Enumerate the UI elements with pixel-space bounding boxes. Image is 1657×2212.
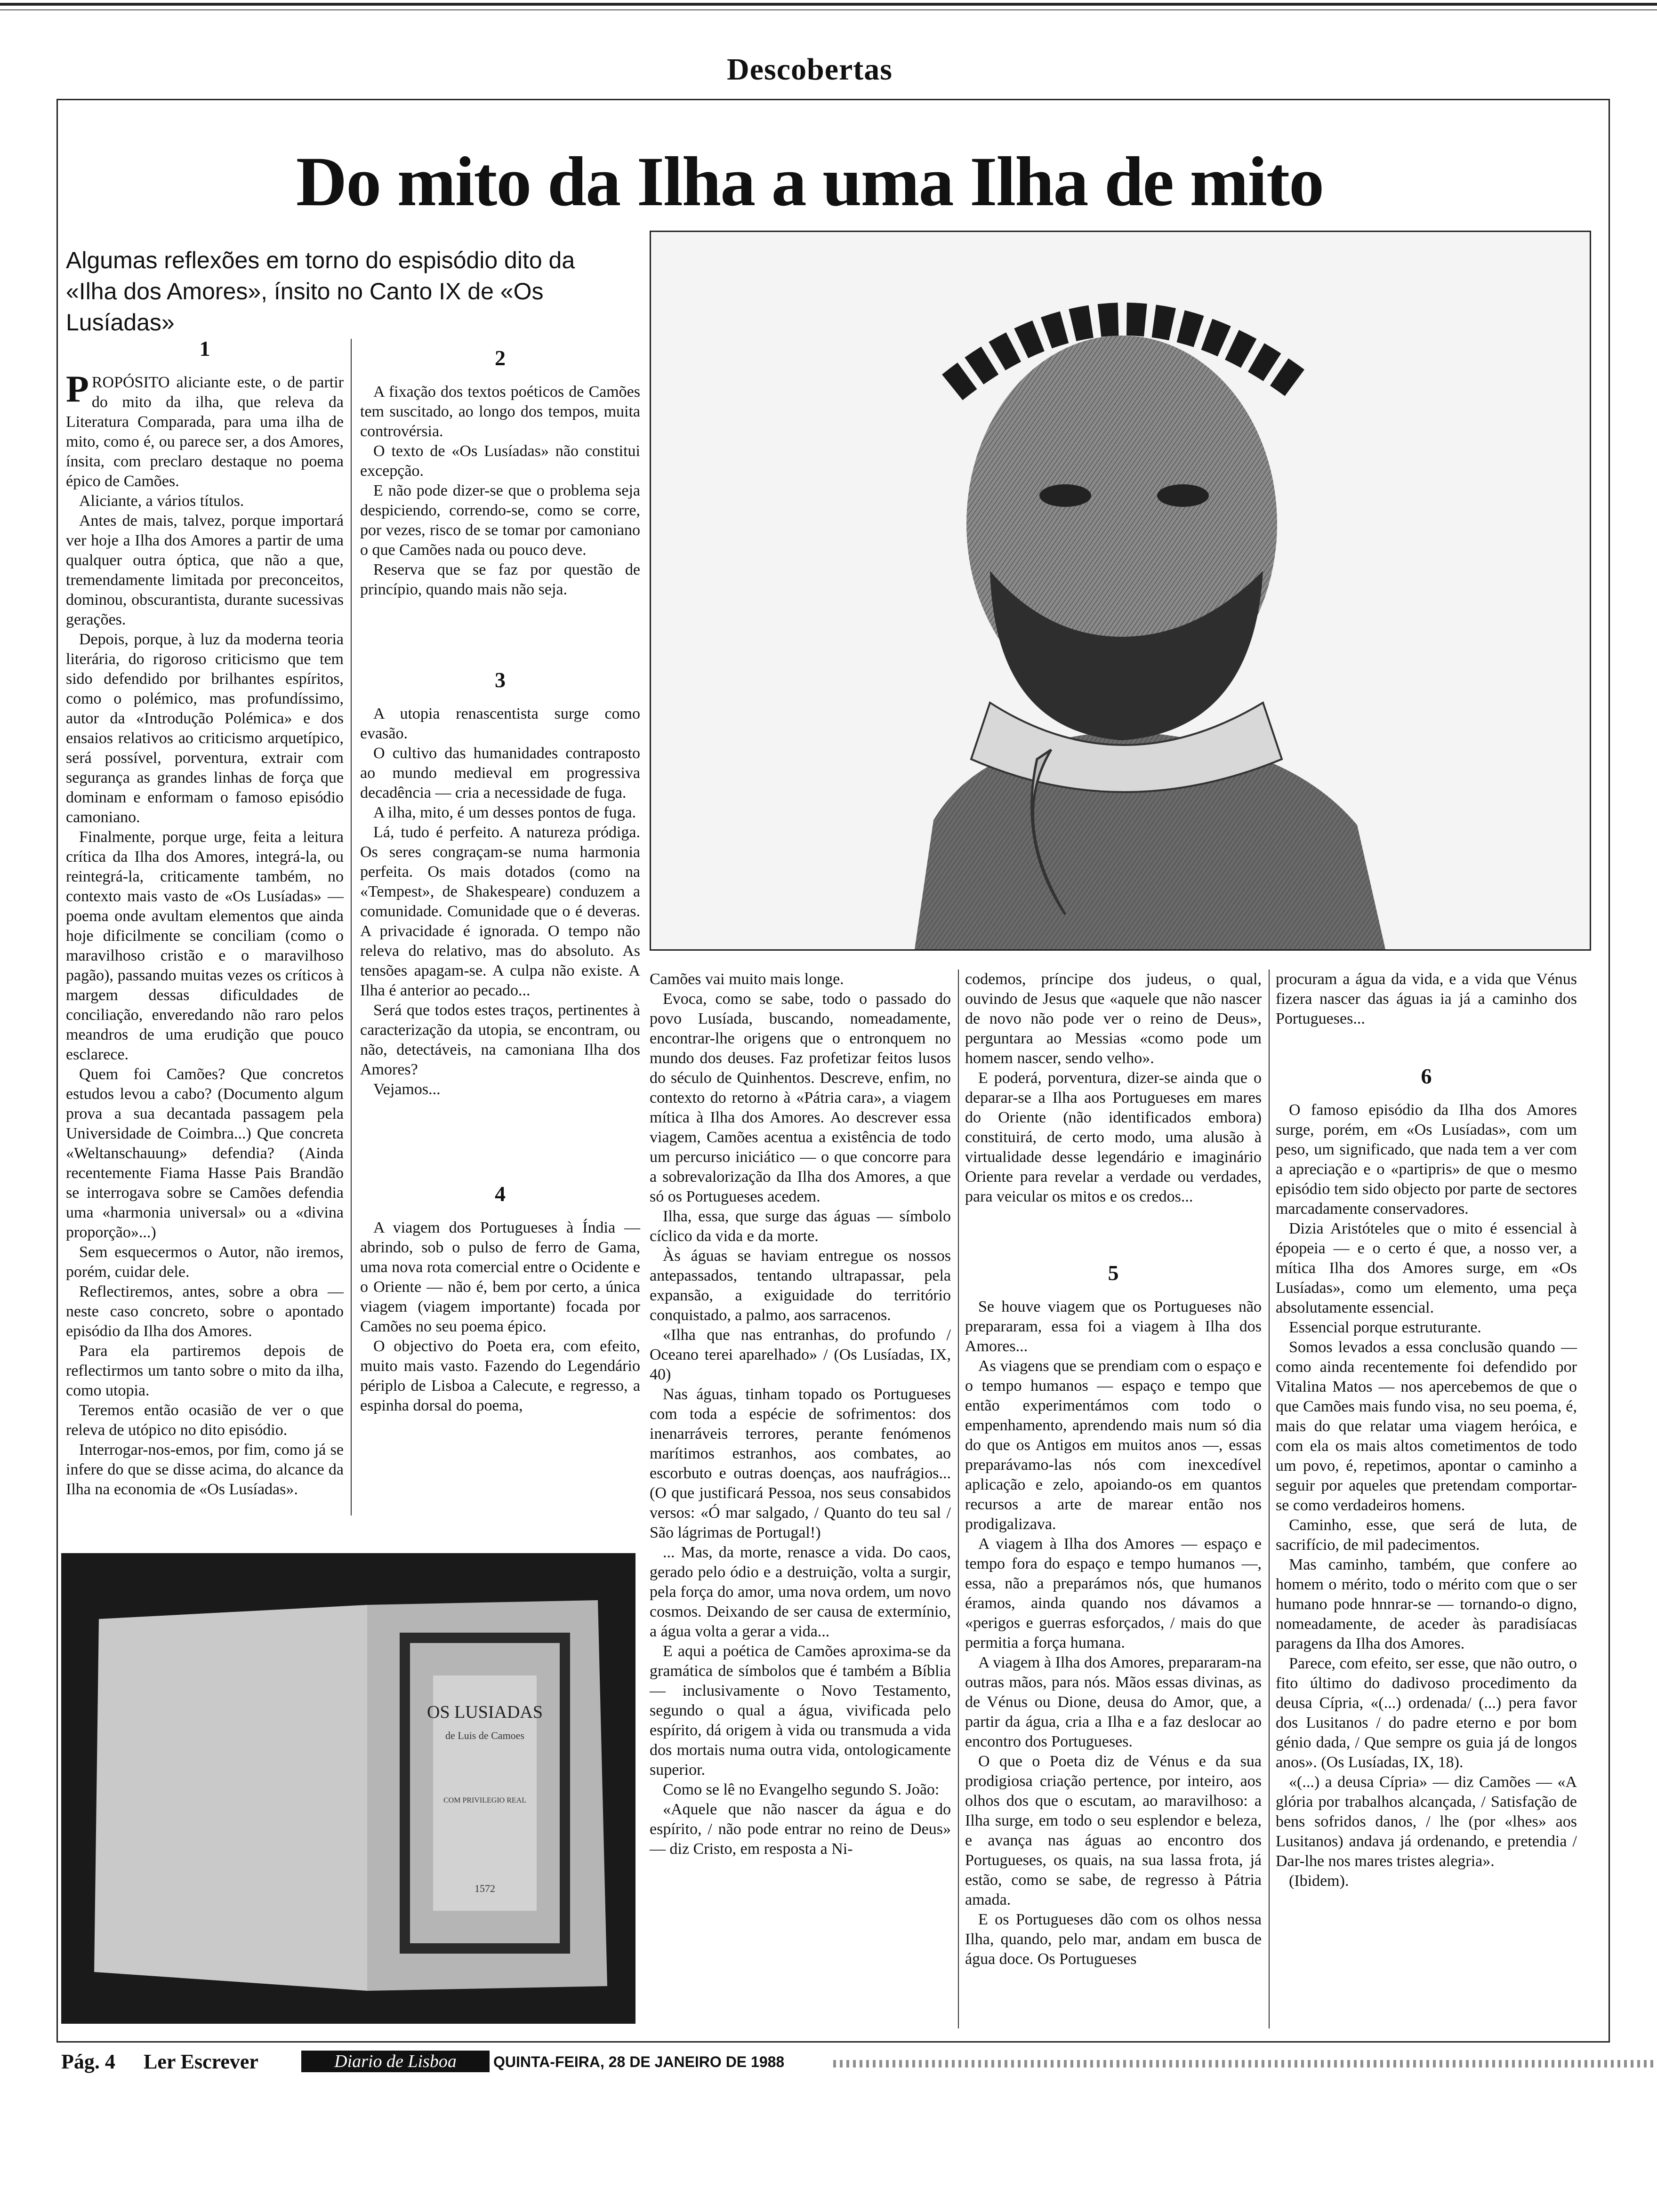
paragraph: As viagens que se prendiam com o espaço e o tempo humanos — espaço e tempo que então experimentámos com todo o empenhamento, aprendendo mais num só dia do que os Antigos em muitos anos —, essas preparávamo-las nós com inexcedível aplicação e zelo, apoiando-os em quantos recursos a arte de marear então nos prodigalizava.: [965, 1357, 1262, 1533]
paragraph: Interrogar-nos-emos, por fim, como já se infere do que se disse acima, do alcance da Ilha na economia de «Os Lusíadas».: [66, 1441, 344, 1498]
book-year: 1572: [475, 1883, 495, 1894]
paragraph: ... Mas, da morte, renasce a vida. Do caos, gerado pelo ódio e a destruição, volta a surgir, pela força do amor, uma nova ordem, um novo cosmos. Deixando de ser causa de extermínio, a água volta a gerar a vida...: [650, 1544, 951, 1640]
paragraph: Se houve viagem que os Portugueses não prepararam, essa foi a viagem à Ilha dos Amores...: [965, 1298, 1262, 1355]
paragraph: Camões vai muito mais longe.: [650, 970, 844, 988]
paragraph: Aliciante, a vários títulos.: [79, 492, 244, 510]
column-4: [965, 970, 1262, 1969]
paragraph: O que o Poeta diz de Vénus e da sua prodigiosa criação pertence, por inteiro, aos olhos dos que o escutam, ao maravilhoso: a Ilha surge, em todo o seu esplendor e beleza, e avança nas águas ao encontro dos Portugueses, os quais, na sua lassa frota, já estão, como se sabe, de regresso à Pátria amada.: [965, 1753, 1262, 1908]
paragraph: Nas águas, tinham topado os Portugueses com toda a espécie de sofrimentos: dos inenarráveis terrores, perante fenómenos marítimos estranhos, aos combates, ao escorbuto e outras doenças, aos naufrágios... (O que justificará Pessoa, nos seus consabidos versos: «Ó mar salgado, / Quanto do teu sal / São lágrimas de Portugal!): [650, 1386, 951, 1541]
paragraph: O objectivo do Poeta era, com efeito, muito mais vasto. Fazendo do Legendário périplo de Lisboa a Calecute, e regresso, a espinha dorsal do poema,: [360, 1338, 640, 1414]
paragraph: Essencial porque estruturante.: [1289, 1319, 1481, 1336]
paragraph: E aqui a poética de Camões aproxima-se da gramática de símbolos que é também a Bíblia — inclusivamente o Novo Testamento, segundo o qual a água, vivificada pelo espírito, dá origem à vida ou transmuda a vida dos mortais numa outra vida, ontologicamente superior.: [650, 1643, 951, 1779]
drop-cap: P: [66, 369, 89, 410]
column-rule: [958, 970, 959, 2028]
paragraph: procuram a água da vida, e a vida que Vénus fizera nascer das águas ia já a caminho dos Portugueses...: [1276, 970, 1577, 1027]
paragraph: E os Portugueses dão com os olhos nessa Ilha, quando, pelo mar, andam em busca de água doce. Os Portugueses: [965, 1911, 1262, 1968]
paragraph: «Ilha que nas entranhas, do profundo / Oceano terei aparelhado» / (Os Lusíadas, IX, 40): [650, 1326, 951, 1383]
section-number-2: 2: [495, 346, 506, 370]
headline: Do mito da Ilha a uma Ilha de mito: [296, 143, 1324, 221]
section-number-4: 4: [495, 1182, 506, 1206]
paragraph: Depois, porque, à luz da moderna teoria literária, do rigoroso criticismo que tem sido defendido por brilhantes espíritos, como o polémico, mas profundíssimo, autor da «Introdução Polémica» e dos ensaios relativos ao criticismo arquetípico, será possível, porventura, extrair com segurança as grandes linhas de força que dominam e enformam o famoso episódio camoniano.: [66, 631, 344, 826]
page-number: Pág. 4: [61, 2050, 115, 2073]
paragraph: O cultivo das humanidades contraposto ao mundo medieval em progressiva decadência — cria a necessidade de fuga.: [360, 745, 640, 801]
paragraph: Às águas se haviam entregue os nossos antepassados, tentando ultrapassar, pela expansão, a exiguidade do território conquistado, a palmo, aos sarracenos.: [650, 1247, 951, 1324]
book-photo-art: [61, 1553, 635, 2024]
paragraph: Caminho, esse, que será de luta, de sacrifício, de mil padecimentos.: [1276, 1516, 1577, 1554]
paragraph: «Aquele que não nascer da água e do espírito, / não pode entrar no reino de Deus» — diz Cristo, em resposta a Ni-: [650, 1801, 951, 1858]
paragraph: Sem esquecermos o Autor, não iremos, porém, cuidar dele.: [66, 1243, 344, 1281]
column-3: [650, 970, 951, 1859]
section-number-3: 3: [495, 668, 506, 692]
camoes-portrait: [650, 231, 1591, 951]
paragraph: Antes de mais, talvez, porque importará ver hoje a Ilha dos Amores a partir de uma qualquer outra óptica, que não a que, tremendamente limitada por preconceitos, dominou, obscurantista, durante sucessivas gerações.: [66, 512, 344, 628]
page-footer: [61, 2050, 1615, 2078]
paragraph: A viagem dos Portugueses à Índia — abrindo, sob o pulso de ferro de Gama, uma nova rota comercial entre o Ocidente e o Oriente — não é, bem por certo, a única viagem (viagem importante) focada por Camões no seu poema épico.: [360, 1219, 640, 1335]
book-author: de Luis de Camoes: [445, 1730, 525, 1741]
paragraph: Ilha, essa, que surge das águas — símbolo cíclico da vida e da morte.: [650, 1208, 951, 1245]
paragraph: Lá, tudo é perfeito. A natureza pródiga. Os seres congraçam-se numa harmonia perfeita. Os mais dotados (como na «Tempest», de Shakespeare) conduzem a comunidade. Comunidade que o é deveras. A privacidade é ignorada. O tempo não releva do relativo, mas do absoluto. As tensões apagam-se. A culpa não existe. A Ilha é anterior ao pecado...: [360, 824, 640, 999]
column-2: [360, 348, 640, 1416]
paragraph: (Ibidem).: [1289, 1872, 1349, 1890]
paragraph: Somos levados a essa conclusão quando — como ainda recentemente foi defendido por Vitalina Matos — nos apercebemos de que o que Camões mais fundo visa, no seu poema, é, mais do que relatar uma viagem heróica, e com ela os mais altos cometimentos de todo um povo, é, repetimos, apontar o caminho a seguir por aqueles que pretendam comportar-se como verdadeiros homens.: [1276, 1338, 1577, 1514]
top-rule: [0, 3, 1657, 6]
paragraph: O famoso episódio da Ilha dos Amores surge, porém, em «Os Lusíadas», com um peso, um significado, que nada tem a ver com a apreciação e o «partipris» de que o mesmo episódio tem sido objecto por parte de sectores marcadamente conservadores.: [1276, 1101, 1577, 1218]
paragraph: A fixação dos textos poéticos de Camões tem suscitado, ao longo dos tempos, muita controvérsia.: [360, 383, 640, 440]
section-number-5: 5: [1108, 1261, 1119, 1285]
paragraph: Evoca, como se sabe, todo o passado do povo Lusíada, buscando, nomeadamente, encontrar-lhe origens que o entronquem no mundo dos deuses. Faz profetizar feitos lusos do século de Quinhentos. Descreve, enfim, no contexto do retorno à «Pátria cara», a viagem mítica à Ilha dos Amores. Ao descrever essa viagem, Camões acentua a existência de todo um percurso iniciático — o que concorre para a sobrevalorização da Ilha dos Amores, a que só os Portugueses acedem.: [650, 990, 951, 1205]
paragraph: Finalmente, porque urge, feita a leitura crítica da Ilha dos Amores, integrá-la, ou reintegrá-la, criticamente também, no contexto mais vasto de «Os Lusíadas» — poema onde avultam elementos que ainda hoje dificilmente se conciliam (como o maravilhoso cristão e o maravilhoso pagão), passando muitas vezes os críticos à margem dessas dificuldades de conciliação, enveredando não raro pelos meandros de uma erudição que pouco esclarece.: [66, 828, 344, 1063]
paragraph: Para ela partiremos depois de reflectirmos um tanto sobre o mito da ilha, como utopia.: [66, 1342, 344, 1399]
lusiadas-book-photo: [61, 1553, 635, 2024]
paragraph: Teremos então ocasião de ver o que releva de utópico no dito episódio.: [66, 1402, 344, 1439]
paragraph: A ilha, mito, é um desses pontos de fuga.: [373, 804, 636, 821]
column-rule: [351, 339, 352, 1515]
paragraph: E poderá, porventura, dizer-se ainda que o deparar-se a Ilha aos Portugueses em mares do Oriente (não identificados embora) constituirá, de certo modo, uma alusão à virtualidade desse legendário e imaginário Oriente para revelar a verdade ou verdades, para veicular os mitos e os credos...: [965, 1069, 1262, 1205]
section-title: Descobertas: [727, 52, 893, 87]
column-5: [1276, 970, 1577, 1891]
paragraph: codemos, príncipe dos judeus, o qual, ouvindo de Jesus que «aquele que não nascer de novo não pode ver o reino de Deus», perguntara ao Messias «como pode um homem nascer, sendo velho».: [965, 970, 1262, 1067]
footer-date: QUINTA-FEIRA, 28 DE JANEIRO DE 1988: [493, 2053, 785, 2070]
paragraph: Como se lê no Evangelho segundo S. João:: [663, 1781, 940, 1798]
newspaper-logo: Diario de Lisboa: [301, 2051, 490, 2072]
paragraph: Reflectiremos, antes, sobre a obra — neste caso concreto, sobre o apontado episódio da Ilha dos Amores.: [66, 1283, 344, 1340]
paragraph: [66, 369, 344, 491]
paragraph: Será que todos estes traços, pertinentes à caracterização da utopia, se encontram, ou não, detectáveis, na camoniana Ilha dos Amores?: [360, 1002, 640, 1078]
paragraph: Reserva que se faz por questão de princípio, quando mais não seja.: [360, 561, 640, 598]
column-rule: [1269, 970, 1270, 2028]
deck: Algumas reflexões em torno do espisódio dito da «Ilha dos Amores», ínsito no Canto IX de «Os Lusíadas»: [66, 247, 575, 336]
section-number-1: 1: [199, 337, 210, 361]
portrait-engraving: [651, 232, 1590, 949]
top-rule-thin: [0, 9, 1657, 10]
paragraph: A utopia renascentista surge como evasão.: [360, 705, 640, 742]
paragraph: «(...) a deusa Cípria» — diz Camões — «A glória por trabalhos alcançada, / Satisfação de bens sofridos danos, / lhe (por «lhes» aos Lusitanos) andava já ordenando, e pretendia / Dar-lhe nos mares tristes alegria».: [1276, 1773, 1577, 1870]
book-title: OS LUSIADAS: [427, 1702, 543, 1722]
footer-section: Ler Escrever: [144, 2050, 258, 2073]
paragraph-text: ROPÓSITO aliciante este, o de partir do mito da ilha, que releva da Literatura Comparada, para uma ilha de mito, como é, ou parece ser, a dos Amores, ínsita, com preclaro destaque no poema épico de Camões.: [66, 374, 344, 490]
paragraph: Parece, com efeito, ser esse, que não outro, o fito último do dadivoso procedimento da deusa Cípria, «(...) ordenada/ (...) pera favor dos Lusitanos / do padre eterno e por bom génio dada, / Que sempre os guia já de longos anos». (Os Lusíadas, IX, 18).: [1276, 1655, 1577, 1771]
paragraph: Quem foi Camões? Que concretos estudos levou a cabo? (Documento algum prova a sua decantada passagem pela Universidade de Coimbra...) Que concreta «Weltanschauung» defendia? (Ainda recentemente Fiama Hasse Pais Brandão se interrogava sobre se Camões defendia uma «harmonia universal» ou a «divina proporção»...): [66, 1066, 344, 1241]
paragraph: A viagem à Ilha dos Amores — espaço e tempo fora do espaço e tempo humanos —, essa, não a preparámos nós, que humanos éramos, ainda quando nos dávamos a «perigos e guerras esforçados, / mais do que permitia a força humana.: [965, 1535, 1262, 1651]
paragraph: A viagem à Ilha dos Amores, prepararam-na outras mãos, para nós. Mãos essas divinas, as de Vénus ou Dione, deusa do Amor, que, a partir da água, cria a Ilha e a faz deslocar ao encontro dos Portugueses.: [965, 1654, 1262, 1750]
paragraph: E não pode dizer-se que o problema seja despiciendo, correndo-se, como se corre, por vezes, risco de se tomar por camoniano o que Camões nada ou pouco deve.: [360, 482, 640, 559]
paragraph: Mas caminho, também, que confere ao homem o mérito, todo o mérito com que o ser humano pode hnnrar-se — tornando-o digno, nomeadamente, de aceder às paradisíacas paragens da Ilha dos Amores.: [1276, 1556, 1577, 1652]
section-number-6: 6: [1421, 1064, 1432, 1088]
book-privilege: COM PRIVILEGIO REAL: [443, 1796, 526, 1804]
paragraph: Dizia Aristóteles que o mito é essencial à épopeia — e o certo é que, a nosso ver, a mítica Ilha dos Amores surge, em «Os Lusíadas», como um elemento, uma peça absolutamente essencial.: [1276, 1220, 1577, 1316]
paragraph: O texto de «Os Lusíadas» não constitui excepção.: [360, 442, 640, 480]
footer-dotted-rule: [833, 2060, 1657, 2068]
column-1: [66, 339, 344, 1499]
paragraph: Vejamos...: [373, 1081, 441, 1098]
